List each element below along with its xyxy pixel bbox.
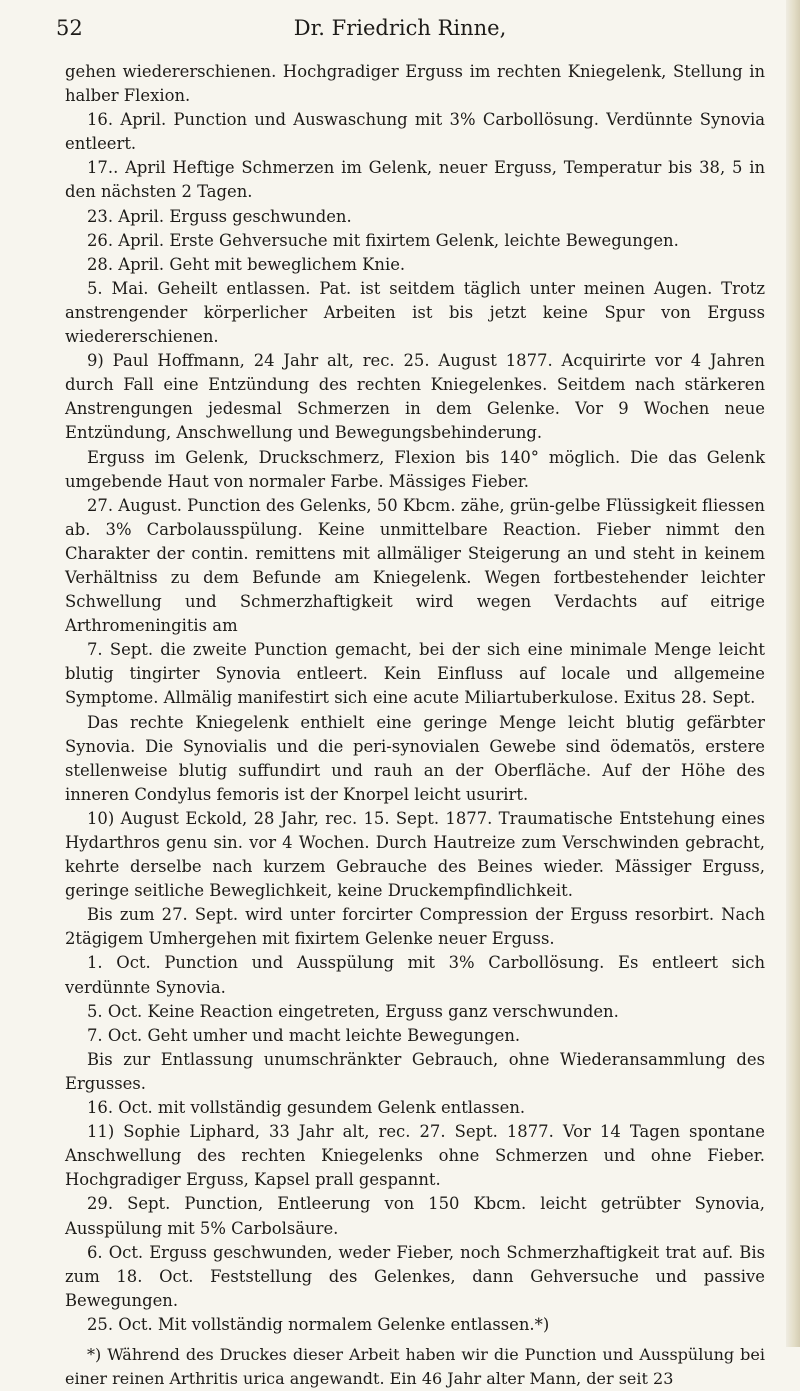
paragraph: gehen wiedererschienen. Hochgradiger Erguss im rechten Kniegelenk, Stellung in halber Flexion. — [65, 62, 765, 106]
paragraph: 7. Oct. Geht umher und macht leichte Bewegungen. — [87, 1025, 521, 1045]
paragraph: 1. Oct. Punction und Ausspülung mit 3% Carbollösung. Es entleert sich verdünnte Synovia. — [65, 953, 765, 997]
paragraph: 11) Sophie Liphard, 33 Jahr alt, rec. 27. Sept. 1877. Vor 14 Tagen spontane Anschwellung des rechten Kniegelenks ohne Schmerzen und ohne Fieber. Hochgradiger Erguss, Kapsel prall gespannt. — [65, 1122, 765, 1190]
paragraph: 17.. April Heftige Schmerzen im Gelenk, neuer Erguss, Temperatur bis 38, 5 in den nächsten 2 Tagen. — [65, 158, 765, 202]
paragraph: 25. Oct. Mit vollständig normalem Gelenke entlassen.*) — [87, 1314, 550, 1334]
paragraph: Das rechte Kniegelenk enthielt eine geringe Menge leicht blutig gefärbter Synovia. Die Synovialis und die peri-synovialen Gewebe sind ödematös, erstere stellenweise blutig suffundirt und rauh an der Oberfläche. Auf der Höhe des inneren Condylus femoris ist der Knorpel leicht usurirt. — [65, 712, 765, 804]
paragraph: 27. August. Punction des Gelenks, 50 Kbcm. zähe, grün-gelbe Flüssigkeit fliessen ab. 3% Carbolausspülung. Keine unmittelbare Reaction. Fieber nimmt den Charakter der contin. remittens mit allmäliger Steigerung an und steht in keinem Verhältniss zu dem Befunde am Kniegelenk. Wegen fortbestehender leichter Schwellung und Schmerzhaftigkeit wird wegen Verdachts auf eitrige Arthromeningitis am — [65, 495, 765, 636]
footnote: *) Während des Druckes dieser Arbeit haben wir die Punction und Ausspülung bei einer reinen Arthritis urica angewandt. Ein 46 Jahr alter Mann, der seit 23 — [65, 1344, 765, 1388]
paragraph: 7. Sept. die zweite Punction gemacht, bei der sich eine minimale Menge leicht blutig tingirter Synovia entleert. Kein Einfluss auf locale und allgemeine Symptome. Allmälig manifestirt sich eine acute Miliartuberkulose. Exitus 28. Sept. — [65, 640, 765, 708]
page-edge-shadow — [786, 0, 800, 1347]
paragraph: 16. Oct. mit vollständig gesundem Gelenk entlassen. — [87, 1098, 526, 1118]
paragraph: 23. April. Erguss geschwunden. — [87, 206, 352, 226]
paragraph: 10) August Eckold, 28 Jahr, rec. 15. Sept. 1877. Traumatische Entstehung eines Hydarthros genu sin. vor 4 Wochen. Durch Hautreize zum Verschwinden gebracht, kehrte derselbe nach kurzem Gebrauche des Beines wieder. Mässiger Erguss, geringe seitliche Beweglichkeit, keine Druckempfindlichkeit. — [65, 808, 765, 901]
running-head: Dr. Friedrich Rinne, — [293, 16, 507, 40]
body-text — [65, 60, 765, 1391]
paragraph: 9) Paul Hoffmann, 24 Jahr alt, rec. 25. August 1877. Acquirirte vor 4 Jahren durch Fall eine Entzündung des rechten Kniegelenkes. Seitdem nach stärkeren Anstrengungen jedesmal Schmerzen in dem Gelenke. Vor 9 Wochen neue Entzündung, Anschwellung und Bewegungsbehinderung. — [65, 351, 765, 443]
page-number: 52 — [56, 16, 83, 40]
paragraph: 26. April. Erste Gehversuche mit fixirtem Gelenk, leichte Bewegungen. — [87, 230, 679, 250]
paragraph: 29. Sept. Punction, Entleerung von 150 Kbcm. leicht getrübter Synovia, Ausspülung mit 5% Carbolsäure. — [65, 1194, 765, 1238]
paragraph: 16. April. Punction und Auswaschung mit 3% Carbollösung. Verdünnte Synovia entleert. — [65, 110, 765, 154]
paragraph: Erguss im Gelenk, Druckschmerz, Flexion bis 140° möglich. Die das Gelenk umgebende Haut von normaler Farbe. Mässiges Fieber. — [65, 447, 765, 491]
paragraph: Bis zur Entlassung unumschränkter Gebrauch, ohne Wiederansammlung des Ergusses. — [65, 1049, 765, 1093]
paragraph: Bis zum 27. Sept. wird unter forcirter Compression der Erguss resorbirt. Nach 2tägigem Umhergehen mit fixirtem Gelenke neuer Erguss. — [65, 905, 765, 949]
page-header — [0, 16, 800, 50]
paragraph: 5. Mai. Geheilt entlassen. Pat. ist seitdem täglich unter meinen Augen. Trotz anstrengender körperlicher Arbeiten ist bis jetzt keine Spur von Erguss wiedererschienen. — [65, 278, 765, 347]
paragraph: 6. Oct. Erguss geschwunden, weder Fieber, noch Schmerzhaftigkeit trat auf. Bis zum 18. Oct. Feststellung des Gelenkes, dann Gehversuche und passive Bewegungen. — [65, 1242, 765, 1310]
paragraph: 28. April. Geht mit beweglichem Knie. — [87, 254, 406, 274]
paragraph: 5. Oct. Keine Reaction eingetreten, Erguss ganz verschwunden. — [87, 1001, 619, 1021]
